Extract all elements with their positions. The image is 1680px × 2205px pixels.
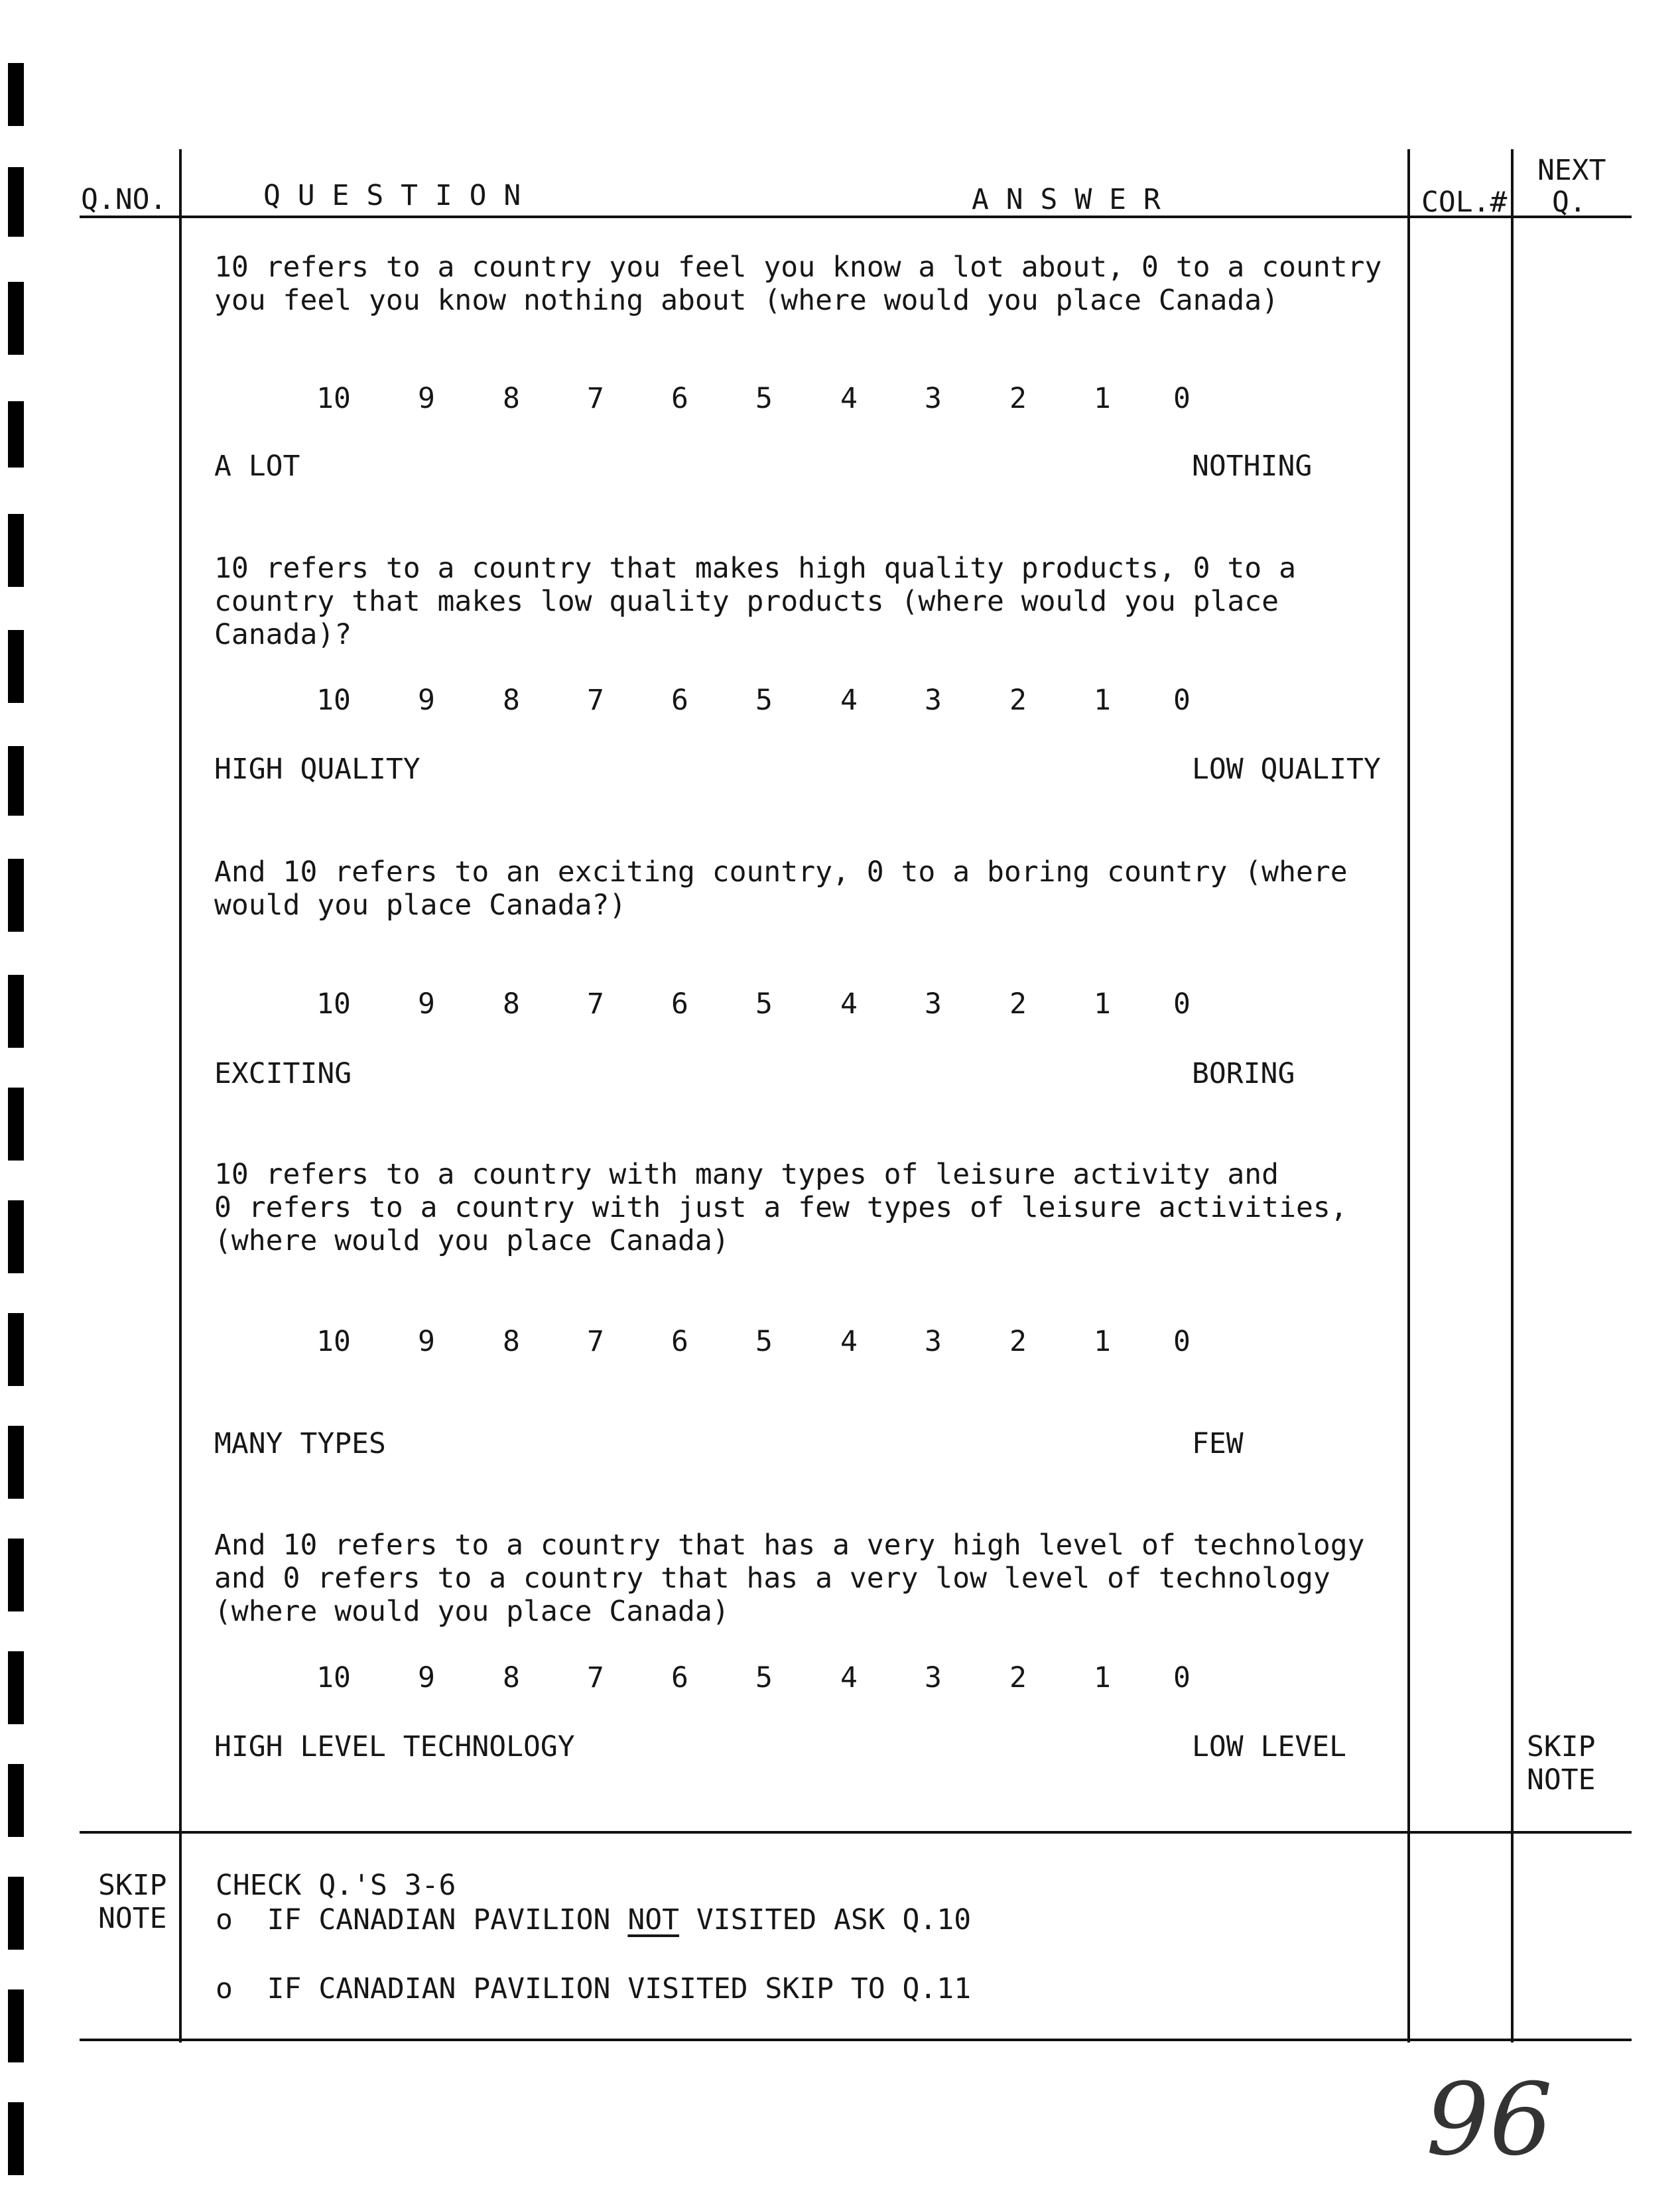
skip-instruction-1 [216,1903,971,1936]
scale-option-8[interactable]: 8 [503,382,520,415]
scale-option-2[interactable]: 2 [1009,1661,1027,1694]
instruction-1-pre: IF CANADIAN PAVILION [267,1903,628,1936]
header-qno: Q.NO. [81,183,167,216]
scale-option-2[interactable]: 2 [1009,1325,1027,1358]
question-text-line: country that makes low quality products (where would you place [214,585,1279,618]
skip-note-label-line1: SKIP [98,1869,167,1902]
scale-option-7[interactable]: 7 [587,1325,604,1358]
scale-left-label: MANY TYPES [214,1427,386,1460]
scale-option-8[interactable]: 8 [503,684,520,717]
header-next-line2: Q. [1552,186,1586,219]
scale-right-label: FEW [1192,1427,1244,1460]
scale-right-label: LOW QUALITY [1192,753,1381,786]
scale-option-7[interactable]: 7 [587,987,604,1021]
scale-left-label: HIGH LEVEL TECHNOLOGY [214,1730,575,1763]
scale-option-6[interactable]: 6 [671,987,688,1021]
question-text-line: And 10 refers to a country that has a very high level of technology [214,1529,1365,1562]
scale-option-6[interactable]: 6 [671,382,688,415]
scale-option-3[interactable]: 3 [925,684,942,717]
scale-option-0[interactable]: 0 [1173,987,1191,1021]
scale-option-1[interactable]: 1 [1094,987,1111,1021]
scale-option-0[interactable]: 0 [1173,382,1191,415]
scale-option-9[interactable]: 9 [418,1661,435,1694]
scale-left-label: EXCITING [214,1057,352,1090]
scale-option-3[interactable]: 3 [925,382,942,415]
skip-check-title: CHECK Q.'S 3-6 [216,1869,456,1902]
question-text-line: And 10 refers to an exciting country, 0 to a boring country (where [214,855,1348,889]
scale-option-10[interactable]: 10 [316,684,351,717]
question-text-line: (where would you place Canada) [214,1224,730,1257]
scale-option-4[interactable]: 4 [840,684,858,717]
skip-note-label-line2: NOTE [98,1902,167,1935]
scale-option-2[interactable]: 2 [1009,382,1027,415]
scale-option-6[interactable]: 6 [671,1325,688,1358]
scale-right-label: NOTHING [1192,450,1313,483]
scale-option-3[interactable]: 3 [925,987,942,1021]
next-q-skip-note: SKIP [1527,1730,1596,1763]
scale-option-7[interactable]: 7 [587,1661,604,1694]
scale-option-5[interactable]: 5 [755,1661,773,1694]
instruction-1-post: VISITED ASK Q.10 [679,1903,972,1936]
scale-option-0[interactable]: 0 [1173,1325,1191,1358]
instruction-2-text: IF CANADIAN PAVILION VISITED SKIP TO Q.11 [267,1972,972,2005]
question-text-line: and 0 refers to a country that has a very low level of technology [214,1562,1330,1595]
question-text-line: 10 refers to a country you feel you know a lot about, 0 to a country [214,251,1382,284]
scale-option-9[interactable]: 9 [418,987,435,1021]
scale-option-4[interactable]: 4 [840,987,858,1021]
scale-option-10[interactable]: 10 [316,1661,351,1694]
header-question: Q U E S T I O N [263,179,521,212]
scale-option-10[interactable]: 10 [316,987,351,1021]
scale-option-6[interactable]: 6 [671,1661,688,1694]
question-text-line: you feel you know nothing about (where would you place Canada) [214,284,1279,317]
next-q-skip-note: NOTE [1527,1763,1596,1796]
scale-option-7[interactable]: 7 [587,382,604,415]
scale-option-0[interactable]: 0 [1173,684,1191,717]
scale-option-7[interactable]: 7 [587,684,604,717]
scale-option-0[interactable]: 0 [1173,1661,1191,1694]
scale-right-label: BORING [1192,1057,1295,1090]
scale-option-10[interactable]: 10 [316,1325,351,1358]
scale-option-5[interactable]: 5 [755,987,773,1021]
scale-option-10[interactable]: 10 [316,382,351,415]
scale-option-5[interactable]: 5 [755,1325,773,1358]
question-text-line: Canada)? [214,618,352,651]
header-col: COL.# [1421,186,1508,219]
scale-option-6[interactable]: 6 [671,684,688,717]
scale-option-8[interactable]: 8 [503,987,520,1021]
bullet: o [216,1972,233,2005]
scale-option-5[interactable]: 5 [755,684,773,717]
instruction-1-emphasis: NOT [627,1903,679,1936]
scale-right-label: LOW LEVEL [1192,1730,1346,1763]
handwritten-page-number: 96 [1426,2062,1553,2178]
scale-option-2[interactable]: 2 [1009,987,1027,1021]
scale-option-9[interactable]: 9 [418,1325,435,1358]
scale-option-9[interactable]: 9 [418,382,435,415]
scale-option-1[interactable]: 1 [1094,382,1111,415]
scale-option-5[interactable]: 5 [755,382,773,415]
question-text-line: would you place Canada?) [214,889,627,922]
scale-option-2[interactable]: 2 [1009,684,1027,717]
question-text-line: 10 refers to a country that makes high quality products, 0 to a [214,552,1296,585]
scale-option-1[interactable]: 1 [1094,684,1111,717]
header-answer: A N S W E R [972,183,1161,216]
question-text-line: (where would you place Canada) [214,1595,730,1628]
scale-option-3[interactable]: 3 [925,1661,942,1694]
header-next-line1: NEXT [1537,154,1606,187]
scale-option-9[interactable]: 9 [418,684,435,717]
scale-option-8[interactable]: 8 [503,1325,520,1358]
scale-option-4[interactable]: 4 [840,1661,858,1694]
scale-left-label: HIGH QUALITY [214,753,420,786]
skip-instruction-2 [216,1972,971,2005]
bullet: o [216,1903,233,1936]
scale-option-8[interactable]: 8 [503,1661,520,1694]
question-text-line: 0 refers to a country with just a few types of leisure activities, [214,1191,1348,1224]
scale-option-4[interactable]: 4 [840,1325,858,1358]
scale-option-1[interactable]: 1 [1094,1325,1111,1358]
scale-left-label: A LOT [214,450,300,483]
scale-option-4[interactable]: 4 [840,382,858,415]
scale-option-3[interactable]: 3 [925,1325,942,1358]
question-text-line: 10 refers to a country with many types of leisure activity and [214,1158,1279,1191]
scale-option-1[interactable]: 1 [1094,1661,1111,1694]
